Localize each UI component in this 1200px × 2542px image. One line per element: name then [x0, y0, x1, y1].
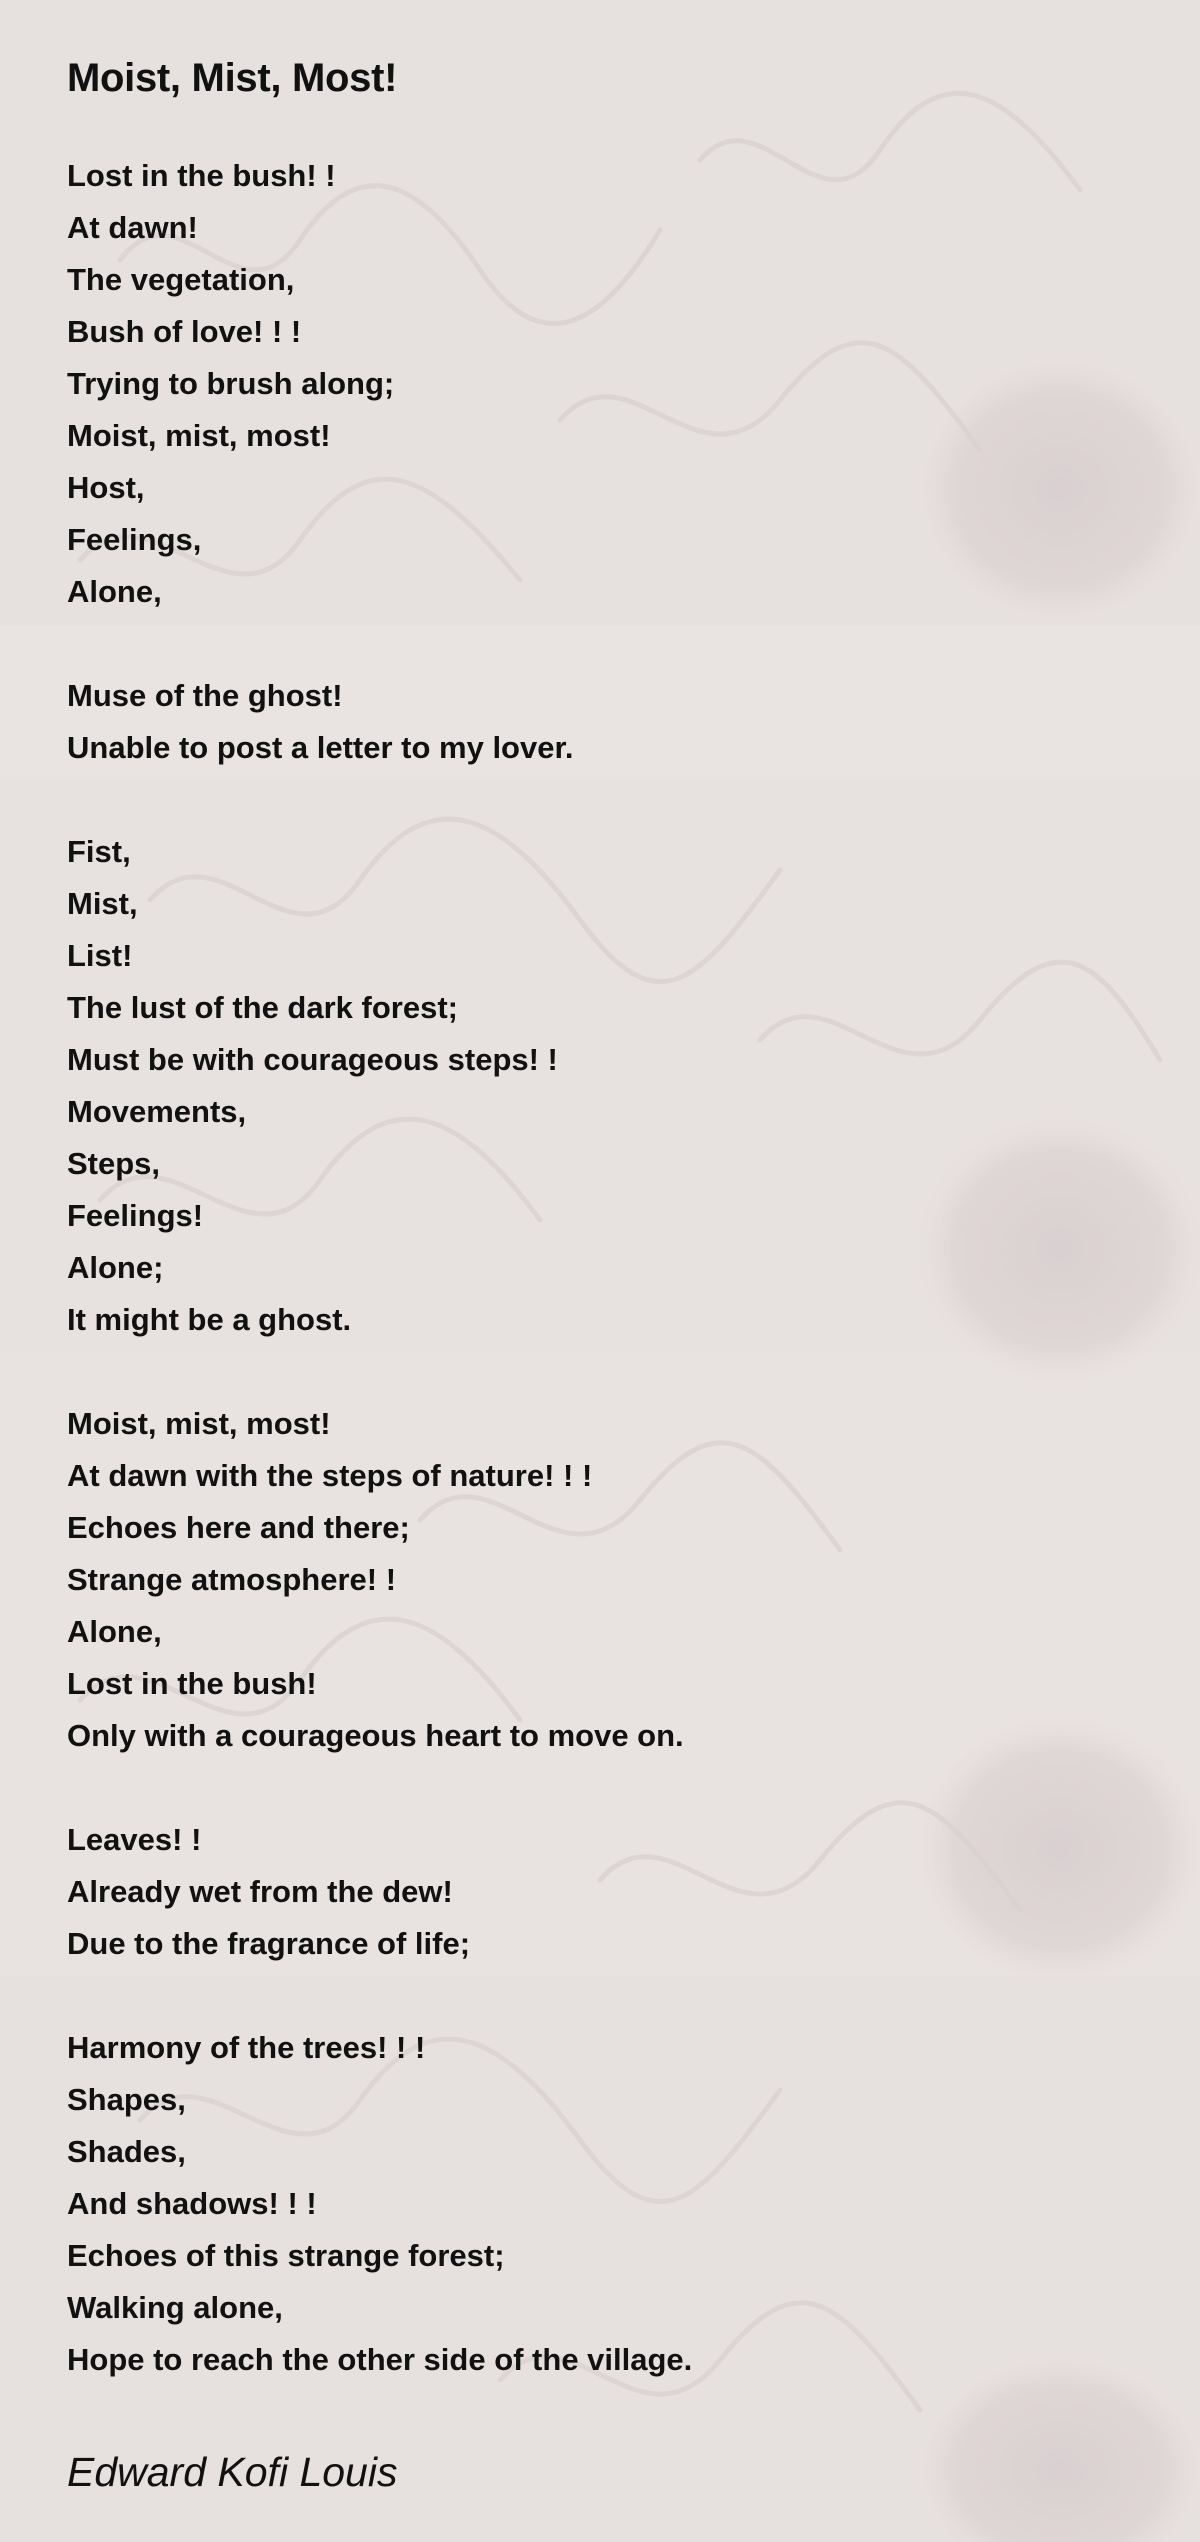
poem-line: Fist,	[67, 834, 131, 869]
poem-line: At dawn!	[67, 210, 198, 245]
poem-author: Edward Kofi Louis	[67, 2449, 398, 2495]
poem-line: Shades,	[67, 2134, 186, 2169]
poem-line: Echoes here and there;	[67, 1510, 410, 1545]
poem-line: Host,	[67, 470, 145, 505]
stanza	[67, 670, 1147, 774]
poem-line: Harmony of the trees! ! !	[67, 2030, 426, 2065]
poem-line: Already wet from the dew!	[67, 1874, 453, 1909]
poem-line: Trying to brush along;	[67, 366, 395, 401]
poem-line: Muse of the ghost!	[67, 678, 343, 713]
poem-line: At dawn with the steps of nature! ! !	[67, 1458, 593, 1493]
poem-line: The vegetation,	[67, 262, 295, 297]
poem-line: Lost in the bush!	[67, 1666, 317, 1701]
poem-line: Walking alone,	[67, 2290, 283, 2325]
poem-line: Feelings!	[67, 1198, 204, 1233]
poem-line: Alone,	[67, 1614, 162, 1649]
stanza	[67, 826, 1147, 1346]
poem-line: Alone;	[67, 1250, 164, 1285]
poem-line: Only with a courageous heart to move on.	[67, 1718, 684, 1753]
poem-line: Shapes,	[67, 2082, 186, 2117]
poem-line: The lust of the dark forest;	[67, 990, 458, 1025]
poem-line: Movements,	[67, 1094, 247, 1129]
poem-line: Leaves! !	[67, 1822, 202, 1857]
poem-line: Steps,	[67, 1146, 161, 1181]
poem-body	[67, 150, 1147, 2386]
stanza	[67, 1398, 1147, 1762]
poem-line: And shadows! ! !	[67, 2186, 317, 2221]
poem-page	[67, 44, 1147, 2502]
poem-line: Strange atmosphere! !	[67, 1562, 397, 1597]
poem-line: Alone,	[67, 574, 162, 609]
poem-title: Moist, Mist, Most!	[67, 56, 398, 100]
stanza	[67, 150, 1147, 618]
poem-line: Mist,	[67, 886, 138, 921]
stanza	[67, 2022, 1147, 2386]
poem-line: Moist, mist, most!	[67, 1406, 331, 1441]
poem-line: Lost in the bush! !	[67, 158, 336, 193]
poem-line: Echoes of this strange forest;	[67, 2238, 505, 2273]
poem-line: Hope to reach the other side of the village.	[67, 2342, 693, 2377]
poem-line: Unable to post a letter to my lover.	[67, 730, 574, 765]
poem-line: Must be with courageous steps! !	[67, 1042, 558, 1077]
poem-line: List!	[67, 938, 133, 973]
poem-line: Due to the fragrance of life;	[67, 1926, 471, 1961]
poem-line: Bush of love! ! !	[67, 314, 302, 349]
poem-line: It might be a ghost.	[67, 1302, 352, 1337]
poem-line: Feelings,	[67, 522, 202, 557]
stanza	[67, 1814, 1147, 1970]
poem-line: Moist, mist, most!	[67, 418, 331, 453]
